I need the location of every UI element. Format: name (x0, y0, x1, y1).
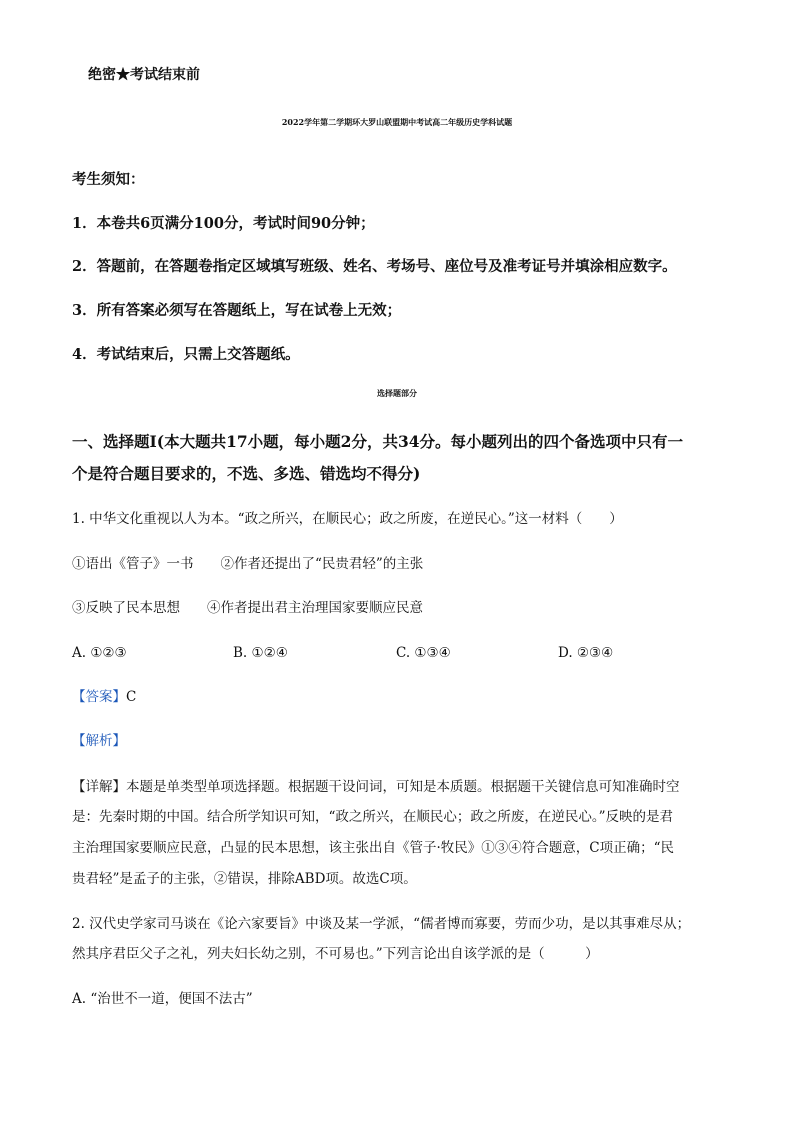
q1-option-d: D. ②③④ (558, 645, 614, 661)
analysis-tag: 【解析】 (72, 733, 126, 749)
notice-item-3: 3．所有答案必须写在答题纸上，写在试卷上无效； (72, 302, 402, 319)
q1-detail-line-1 (72, 779, 680, 795)
q1-detail-line-2: 是：先秦时期的中国。结合所学知识可知，“政之所兴，在顺民心；政之所废，在逆民心。”反映的是君 (72, 809, 674, 825)
q1-answer-line (72, 689, 136, 705)
q1-detail-line-4: 贵君轻”是孟子的主张，②错误，排除ABD项。故选C项。 (72, 871, 417, 887)
detail-text-1: 本题是单类型单项选择题。根据题干设问词，可知是本质题。根据题干关键信息可知准确时空 (126, 779, 680, 795)
part-one-heading-line-2: 个是符合题目要求的，不选、多选、错选均不得分) (72, 464, 421, 483)
section-title: 选择题部分 (377, 388, 417, 398)
page-title: 2022学年第二学期环大罗山联盟期中考试高二年级历史学科试题 (281, 117, 513, 127)
q2-stem-line-1: 2. 汉代史学家司马谈在《论六家要旨》中谈及某一学派，“儒者博而寡要，劳而少功，是以其事难尽从； (72, 916, 691, 932)
q1-statements-row-2: ③反映了民本思想 ④作者提出君主治理国家要顺应民意 (72, 600, 423, 616)
q1-option-b: B. ①②④ (233, 645, 288, 661)
answer-value: C (126, 689, 137, 705)
secret-label: 绝密★考试结束前 (88, 67, 200, 83)
q2-option-a: A. “治世不一道，便国不法古” (72, 991, 253, 1007)
q1-analysis-line (72, 733, 126, 749)
q1-option-a: A. ①②③ (72, 645, 127, 661)
q1-detail-line-3: 主治理国家要顺应民意，凸显的民本思想，该主张出自《管子·牧民》①③④符合题意，C项正确；“民 (72, 840, 675, 856)
notice-item-2: 2．答题前，在答题卷指定区域填写班级、姓名、考场号、座位号及准考证号并填涂相应数字。 (72, 258, 677, 275)
part-one-heading-line-1: 一、选择题Ⅰ(本大题共17小题，每小题2分，共34分。每小题列出的四个备选项中只有一 (72, 432, 684, 451)
q1-option-c: C. ①③④ (396, 645, 451, 661)
notice-item-1: 1．本卷共6页满分100分，考试时间90分钟； (72, 215, 375, 232)
notice-item-4: 4．考试结束后，只需上交答题纸。 (72, 346, 300, 363)
q1-statements-row-1: ①语出《管子》一书 ②作者还提出了“民贵君轻”的主张 (72, 556, 424, 572)
detail-tag: 【详解】 (72, 779, 126, 795)
q2-stem-line-2: 然其序君臣父子之礼，列夫妇长幼之别，不可易也。”下列言论出自该学派的是（ ） (72, 946, 599, 962)
q1-stem: 1. 中华文化重视以人为本。“政之所兴，在顺民心；政之所废，在逆民心。”这一材料（ ） (72, 511, 623, 527)
notice-heading: 考生须知： (72, 171, 145, 188)
answer-tag: 【答案】 (72, 689, 126, 705)
